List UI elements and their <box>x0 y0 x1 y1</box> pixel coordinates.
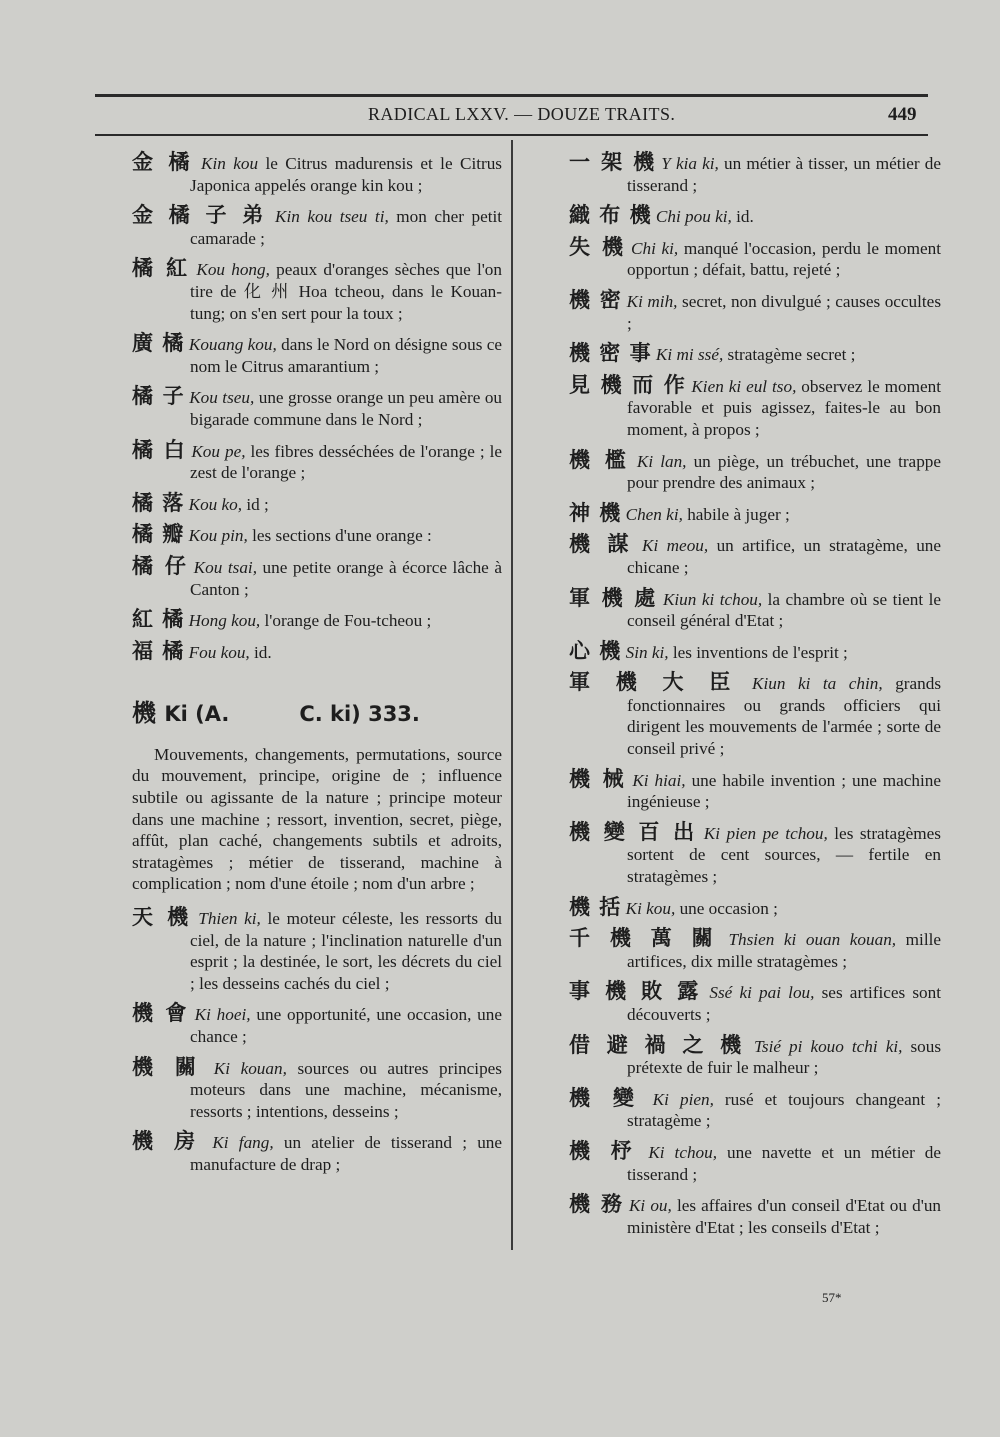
entry-romanization: Thien ki, <box>198 909 261 929</box>
dictionary-entry <box>569 981 941 1025</box>
entry-characters: 事 機 敗 露 <box>569 979 703 1004</box>
entry-definition: habile à juger ; <box>682 504 790 524</box>
entry-characters: 機 會 <box>132 1001 189 1026</box>
entry-romanization: Kou tseu, <box>189 388 255 408</box>
dictionary-entry <box>132 152 502 196</box>
entry-romanization: Ki hiai, <box>632 770 686 790</box>
entry-romanization: Thsien ki ouan kouan, <box>728 930 897 950</box>
entry-characters: 機 括 <box>569 894 622 919</box>
left-column <box>132 152 502 1185</box>
heading-reading-a: Ki (A. <box>164 702 230 727</box>
entry-romanization: Ki mih, <box>626 291 678 311</box>
entry-characters: 機 變 <box>569 1085 642 1110</box>
running-head: RADICAL LXXV. — DOUZE TRAITS. <box>368 104 676 124</box>
header-rule-top <box>95 94 928 97</box>
entry-romanization: Ki pien, <box>652 1089 714 1109</box>
entry-romanization: Hong kou, <box>188 611 261 631</box>
heading-character: 機 <box>132 699 157 728</box>
entry-characters: 心 機 <box>569 638 622 663</box>
entry-romanization: Ki fang, <box>212 1133 274 1153</box>
dictionary-entry <box>569 1085 941 1132</box>
entry-characters: 一 架 機 <box>569 150 657 174</box>
entry-definition: la chambre où se tient le conseil général d'Etat ; <box>627 589 941 631</box>
dictionary-entry <box>569 372 941 441</box>
entry-characters: 金 橘 <box>132 150 194 174</box>
dictionary-entry <box>569 447 942 494</box>
entry-romanization: Kou tsai, <box>193 557 257 577</box>
entry-characters: 機 檻 <box>569 447 630 472</box>
entry-definition: le moteur céleste, les ressorts du ciel, de la nature ; l'inclination naturelle d'un esprit ; la destinée, le sort, les décrets du ciel ; les desseins cachés du ciel ; <box>190 909 503 993</box>
dictionary-entry <box>569 287 942 334</box>
header-rule-bottom <box>95 134 928 136</box>
dictionary-entry <box>569 205 941 228</box>
entry-definition: une petite orange à écorce lâche à Canton ; <box>190 557 503 599</box>
entry-characters: 神 機 <box>569 500 622 525</box>
entry-characters: 橘 白 <box>132 437 187 462</box>
entry-characters: 機 務 <box>569 1192 624 1217</box>
entry-definition: une grosse orange un peu amère ou bigarade commune dans le Nord ; <box>190 388 503 429</box>
entry-characters: 機 密 事 <box>569 341 652 366</box>
entry-romanization: Chi pou ki, <box>655 207 732 227</box>
dictionary-entry <box>569 234 942 281</box>
entry-definition: sources ou autres principes moteurs dans une machine, mécanisme, ressorts ; intentions, desseins ; <box>190 1058 502 1121</box>
entry-romanization: Kin kou tseu ti, <box>275 207 389 227</box>
entry-characters: 見 機 而 作 <box>569 372 687 397</box>
entry-definition: le Citrus madurensis et le Citrus Japonica appelés orange kin kou ; <box>190 154 503 195</box>
entry-characters: 天 機 <box>132 905 192 930</box>
entry-definition: id. <box>249 642 272 662</box>
left-entries-2 <box>132 907 502 1176</box>
entry-definition: rusé et toujours changeant ; stratagème ; <box>627 1089 941 1131</box>
entry-romanization: Ki meou, <box>642 536 709 556</box>
column-divider <box>511 140 513 1250</box>
character-heading <box>132 699 502 728</box>
signature-mark: 57* <box>822 1290 842 1305</box>
dictionary-entry <box>132 638 502 664</box>
entry-romanization: Ki kou, <box>625 898 676 918</box>
entry-definition: une habile invention ; une machine ingénieuse ; <box>627 770 942 812</box>
right-column <box>569 152 941 1247</box>
entry-romanization: Sin ki, <box>625 642 669 662</box>
dictionary-entry <box>132 609 502 632</box>
entry-definition: un piège, un trébuchet, une trappe pour prendre des animaux ; <box>627 451 942 493</box>
definition-paragraph: Mouvements, changements, permutations, source du mouvement, principe, origine de ; influence subtile ou agissante de la nature ; principe moteur dans une machine ; ressort, invention, secret, piège, affût, plan caché, changements subtils et adroits, stratagèmes ; métier de tisserand, machine à complication ; nom d'une étoile ; nom d'un arbre ; <box>132 744 502 894</box>
dictionary-entry <box>569 638 941 664</box>
entry-characters: 織 布 機 <box>569 203 652 228</box>
dictionary-entry <box>569 152 941 196</box>
dictionary-entry <box>132 553 503 600</box>
entry-definition: les sections d'une orange : <box>247 526 432 546</box>
entry-characters: 機 杼 <box>569 1138 639 1163</box>
entry-definition: mon cher petit camarade ; <box>190 207 503 248</box>
entry-definition: ses artifices sont découverts ; <box>627 983 941 1024</box>
entry-romanization: Ssé ki pai lou, <box>709 983 815 1003</box>
entry-definition: un atelier de tisserand ; une manufacture de drap ; <box>190 1133 503 1174</box>
entry-romanization: Ki ou, <box>628 1196 672 1216</box>
entry-characters: 金 橘 子 弟 <box>132 203 268 228</box>
entry-romanization: Ki pien pe tchou, <box>703 823 828 843</box>
entry-characters: 福 橘 <box>132 638 185 663</box>
entry-definition: un artifice, un stratagème, une chicane ; <box>627 536 942 577</box>
entry-characters: 機 關 <box>132 1054 204 1079</box>
dictionary-entry <box>569 1032 942 1079</box>
entry-definition: manqué l'occasion, perdu le moment opportun ; défait, battu, rejeté ; <box>627 238 942 280</box>
entry-definition: les stratagèmes sortent de cent sources, — fertile en stratagèmes ; <box>627 823 941 887</box>
entry-characters: 機 謀 <box>569 532 634 557</box>
entry-definition: l'orange de Fou-tcheou ; <box>260 611 432 631</box>
dictionary-entry <box>132 386 502 430</box>
entry-romanization: Kiun ki ta chin, <box>752 674 883 694</box>
entry-characters: 橘 子 <box>132 384 185 409</box>
entry-definition: les inventions de l'esprit ; <box>668 642 848 662</box>
dictionary-entry <box>569 1194 941 1238</box>
dictionary-entry <box>569 585 941 632</box>
entry-definition: sous prétexte de fuir le malheur ; <box>627 1036 942 1078</box>
entry-definition: id. <box>731 207 754 227</box>
entry-characters: 廣 橘 <box>132 331 185 356</box>
entry-characters: 橘 落 <box>132 490 185 515</box>
entry-romanization: Ki tchou, <box>648 1142 718 1162</box>
entry-definition: les fibres desséchées de l'orange ; le zest de l'orange ; <box>190 441 503 483</box>
entry-romanization: Kiun ki tchou, <box>662 589 763 609</box>
entry-romanization: Kin kou <box>201 154 259 173</box>
dictionary-entry <box>132 258 502 324</box>
entry-characters: 橘 瓣 <box>132 522 185 547</box>
heading-reading-c: C. ki) 333. <box>299 702 420 727</box>
entry-romanization: Ki mi ssé, <box>655 345 724 365</box>
entry-romanization: Kien ki eul tso, <box>691 376 797 396</box>
dictionary-entry <box>569 343 941 366</box>
entry-romanization: Ki hoei, <box>194 1005 251 1025</box>
dictionary-entry <box>569 819 941 888</box>
entry-definition: observez le moment favorable et puis agissez, faites-le au bon moment, à propos ; <box>627 376 941 439</box>
dictionary-entry <box>132 1054 502 1123</box>
entry-romanization: Kou pin, <box>188 526 248 546</box>
dictionary-entry <box>132 524 502 547</box>
dictionary-entry <box>132 205 502 249</box>
entry-definition: secret, non divulgué ; causes occultes ; <box>627 291 942 333</box>
entry-romanization: Chi ki, <box>631 238 679 258</box>
dictionary-entry <box>132 1003 502 1047</box>
entry-romanization: Tsié pi kouo tchi ki, <box>753 1036 903 1056</box>
entry-definition: une navette et un métier de tisserand ; <box>627 1142 942 1184</box>
dictionary-entry <box>569 534 941 578</box>
page-number: 449 <box>888 104 917 125</box>
entry-characters: 機 密 <box>569 287 623 312</box>
entry-romanization: Y kia ki, <box>661 154 719 173</box>
dictionary-entry <box>132 333 502 377</box>
entry-romanization: Kou pe, <box>191 441 246 461</box>
entry-romanization: Kou hong, <box>196 260 270 280</box>
entry-characters: 橘 紅 <box>132 256 191 281</box>
entry-definition: un métier à tisser, un métier de tisserand ; <box>627 154 942 195</box>
entry-romanization: Fou kou, <box>188 642 250 662</box>
entry-definition: peaux d'oranges sèches que l'on tire de 化 州 Hoa tcheou, dans le Kouan-tung; on s'en sert pour la toux ; <box>190 260 502 323</box>
entry-definition: dans le Nord on désigne sous ce nom le Citrus amarantium ; <box>190 335 503 376</box>
dictionary-entry <box>569 1138 942 1185</box>
entry-romanization: Ki lan, <box>636 451 687 471</box>
entry-characters: 借 避 禍 之 機 <box>569 1032 746 1057</box>
entry-characters: 機 械 <box>569 766 627 791</box>
entry-definition: stratagème secret ; <box>723 345 856 365</box>
entry-romanization: Chen ki, <box>625 504 683 524</box>
entry-definition: id ; <box>242 494 269 514</box>
entry-characters: 軍 機 處 <box>569 585 658 610</box>
entry-romanization: Ki kouan, <box>213 1058 287 1078</box>
dictionary-entry <box>569 766 942 813</box>
dictionary-entry <box>569 894 941 920</box>
entry-definition: grands fonctionnaires ou grands officiers qui dirigent les mouvements de l'armée ; sorte de conseil privé ; <box>627 674 942 759</box>
entry-characters: 千 機 萬 關 <box>569 926 719 951</box>
dictionary-entry <box>569 500 941 526</box>
entry-characters: 機 房 <box>132 1129 203 1154</box>
dictionary-entry <box>132 907 502 994</box>
entry-definition: une opportunité, une occasion, une chance ; <box>190 1005 502 1046</box>
dictionary-entry <box>132 490 502 516</box>
entry-definition: mille artifices, dix mille stratagèmes ; <box>627 930 942 971</box>
right-entries <box>569 152 941 1238</box>
entry-romanization: Kou ko, <box>188 494 243 514</box>
entry-definition: une occasion ; <box>675 898 778 918</box>
entry-characters: 紅 橘 <box>132 607 185 632</box>
left-entries <box>132 152 502 663</box>
dictionary-entry <box>132 437 503 484</box>
dictionary-entry <box>132 1131 502 1175</box>
entry-definition: les affaires d'un conseil d'Etat ou d'un ministère d'Etat ; les conseils d'Etat ; <box>627 1196 942 1237</box>
entry-characters: 軍 機 大 臣 <box>569 670 740 695</box>
dictionary-entry <box>569 928 941 972</box>
entry-characters: 機 變 百 出 <box>569 819 698 844</box>
dictionary-entry <box>569 672 941 759</box>
entry-characters: 橘 仔 <box>132 553 189 578</box>
entry-romanization: Kouang kou, <box>188 335 277 355</box>
entry-characters: 失 機 <box>569 234 626 259</box>
